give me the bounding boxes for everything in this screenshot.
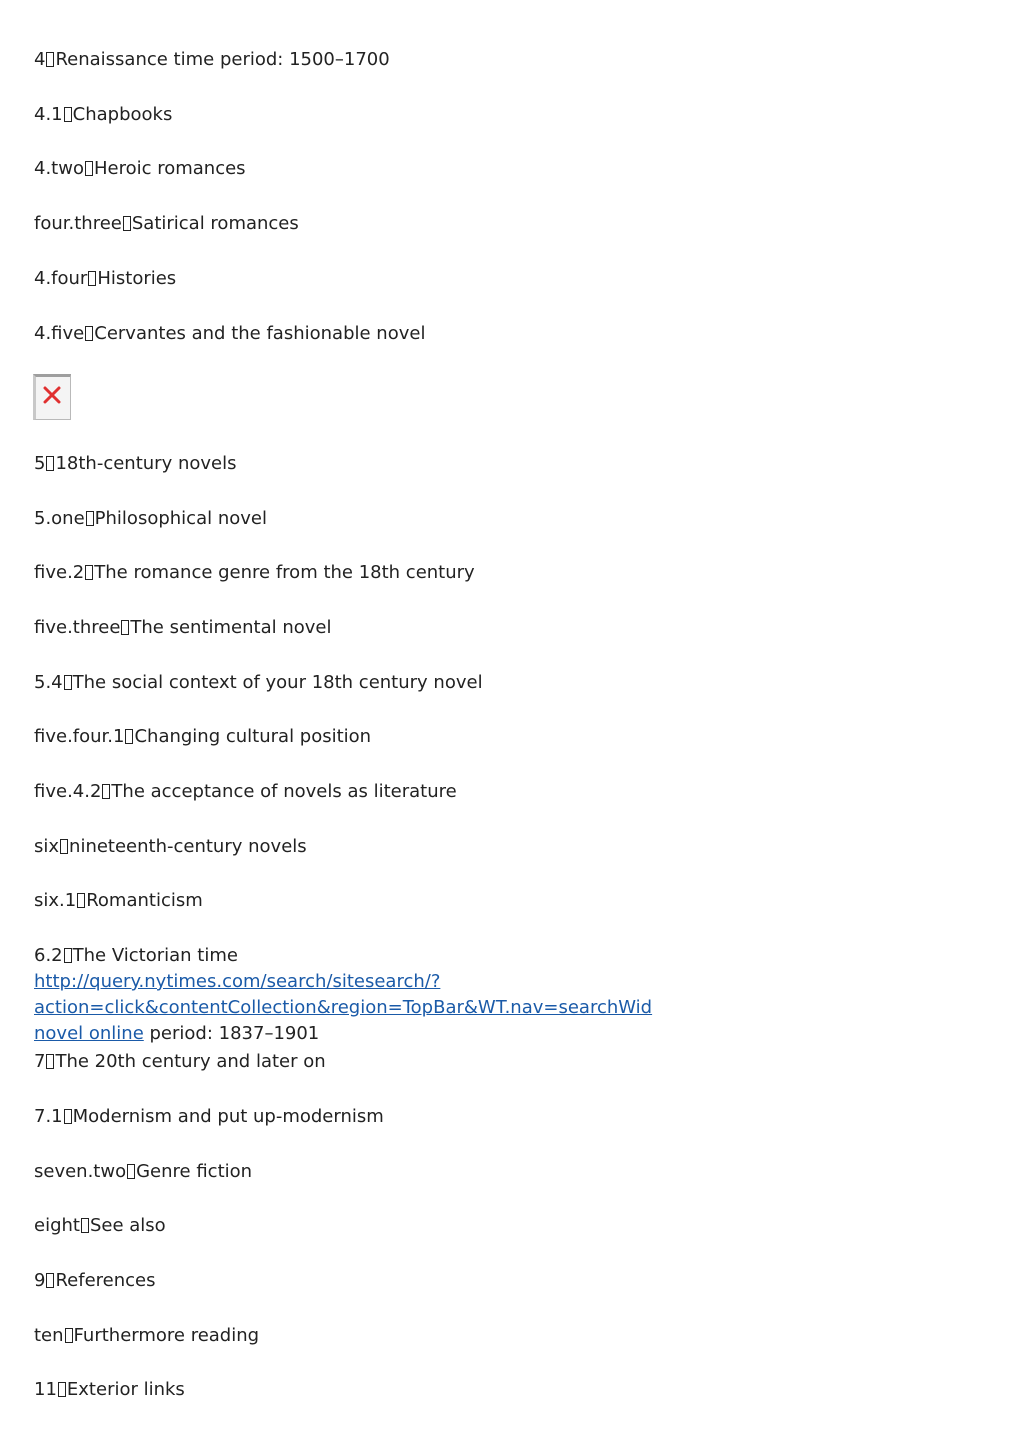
missing-glyph-icon [123,216,131,231]
missing-glyph-icon [85,565,93,580]
toc-item [34,157,246,181]
toc-number: five.4.2 [34,781,102,802]
toc-number: 5.one [34,508,85,529]
period-text: period: 1837–1901 [143,1023,320,1044]
toc-item [34,212,299,236]
toc-item [34,671,483,695]
missing-glyph-icon [127,1164,135,1179]
toc-item [34,725,371,749]
toc-label: Renaissance time period: 1500–1700 [55,49,390,70]
toc-number: six [34,836,60,857]
toc-label: The acceptance of novels as literature [111,781,457,802]
toc-label: Modernism and put up-modernism [72,1106,384,1127]
toc-item [34,507,267,531]
missing-glyph-icon [46,1054,54,1069]
toc-item [34,561,475,585]
toc-label: nineteenth-century novels [69,836,307,857]
broken-image-icon [33,374,71,420]
victorian-era-item [34,943,1014,1047]
toc-number: 7.1 [34,1106,63,1127]
toc-number: 5.4 [34,672,63,693]
link-tail-text: novel online [34,1023,144,1044]
missing-glyph-icon [64,675,72,690]
toc-number: 4.four [34,268,88,289]
toc-item [34,1050,326,1074]
missing-glyph-icon [86,511,94,526]
link-url-text: http://query.nytimes.com/search/sitesearch/?action=click&contentCollection&region=TopBar&WT.nav=searchWid [34,971,653,1018]
toc-label: Chapbooks [72,104,173,125]
missing-glyph-icon [85,326,93,341]
toc-label: Satirical romances [131,213,299,234]
toc-label: Exterior links [66,1379,185,1400]
toc-item [34,267,176,291]
missing-glyph-icon [102,784,110,799]
toc-label: The Victorian time [72,945,238,966]
toc-item [34,1378,185,1402]
toc-number: 11 [34,1379,57,1400]
toc-item [34,780,457,804]
missing-glyph-icon [46,1273,54,1288]
toc-item [34,1105,384,1129]
toc-label: Heroic romances [93,158,246,179]
missing-glyph-icon [58,1382,66,1397]
toc-label: Cervantes and the fashionable novel [94,323,426,344]
toc-item [34,48,390,72]
missing-glyph-icon [85,161,93,176]
toc-item [34,1269,155,1293]
toc-number: 4.five [34,323,85,344]
toc-number: 5 [34,453,46,474]
toc-item [34,616,332,640]
toc-item [34,1324,259,1348]
toc-number: five.2 [34,562,85,583]
missing-glyph-icon [46,456,54,471]
toc-label: Changing cultural position [134,726,372,747]
missing-glyph-icon [81,1218,89,1233]
toc-item [34,322,425,346]
toc-number: 9 [34,1270,46,1291]
toc-number: 4.1 [34,104,63,125]
toc-label: See also [89,1215,166,1236]
toc-number: five.four.1 [34,726,125,747]
toc-number: 4.two [34,158,84,179]
toc-number: five.three [34,617,121,638]
missing-glyph-icon [64,1109,72,1124]
toc-number: six.1 [34,890,77,911]
missing-glyph-icon [65,1328,73,1343]
toc-item [34,103,172,127]
toc-label: 18th-century novels [55,453,237,474]
toc-label: References [55,1270,156,1291]
toc-label: The sentimental novel [130,617,332,638]
toc-item [34,1160,252,1184]
toc-label: The 20th century and later on [55,1051,326,1072]
missing-glyph-icon [60,839,68,854]
nytimes-search-link[interactable] [34,971,652,1044]
toc-item [34,835,307,859]
missing-glyph-icon [88,271,96,286]
toc-number: 4 [34,49,46,70]
missing-glyph-icon [125,729,133,744]
toc-label: The romance genre from the 18th century [94,562,475,583]
toc-item [34,1214,166,1238]
toc-label: Furthermore reading [73,1325,260,1346]
close-x-icon [43,386,61,404]
missing-glyph-icon [46,52,54,67]
toc-label: Genre fiction [136,1161,253,1182]
toc-item [34,889,203,913]
missing-glyph-icon [64,948,72,963]
missing-glyph-icon [121,620,129,635]
toc-label: The social context of your 18th century novel [72,672,483,693]
toc-number: four.three [34,213,122,234]
missing-glyph-icon [64,107,72,122]
toc-number: eight [34,1215,80,1236]
toc-item [34,452,236,476]
toc-number: seven.two [34,1161,127,1182]
missing-glyph-icon [77,893,85,908]
toc-label: Philosophical novel [94,508,267,529]
toc-label: Romanticism [86,890,203,911]
toc-number: 7 [34,1051,46,1072]
toc-label: Histories [97,268,177,289]
toc-number: 6.2 [34,945,63,966]
toc-number: ten [34,1325,64,1346]
